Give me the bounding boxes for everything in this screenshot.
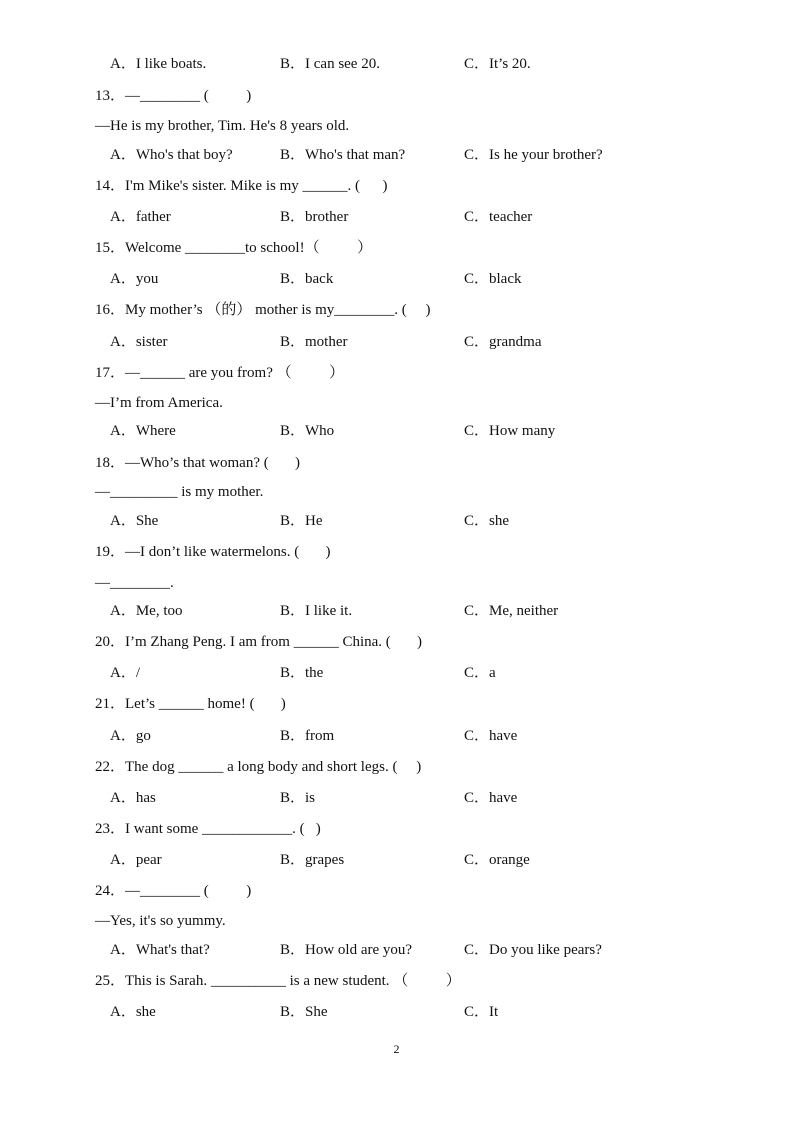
option-b: B．brother (280, 209, 349, 225)
option-b: B．Who's that man? (280, 147, 406, 163)
option-c: C．have (464, 728, 518, 744)
dialogue-reply: —________. (95, 575, 174, 591)
option-b: B．He (280, 513, 323, 529)
option-b: B．Who (280, 423, 335, 439)
option-b: B．mother (280, 334, 348, 350)
option-b: B．is (280, 790, 316, 806)
option-a: A．Who's that boy? (110, 147, 233, 163)
option-c: C．It (464, 1004, 499, 1020)
question-stem: 24．—________ ( ) (95, 883, 252, 899)
option-c: C．How many (464, 423, 556, 439)
dialogue-reply: —I’m from America. (95, 395, 223, 411)
question-stem: 22．The dog ______ a long body and short legs. ( ) (95, 759, 422, 775)
question-stem: 14．I'm Mike's sister. Mike is my ______. ( ) (95, 178, 388, 194)
question-stem: 21．Let’s ______ home! ( ) (95, 696, 286, 712)
option-a: A．What's that? (110, 942, 210, 958)
question-stem: 20．I’m Zhang Peng. I am from ______ China. ( ) (95, 634, 423, 650)
option-c: C．orange (464, 852, 530, 868)
option-c: C．Me, neither (464, 603, 559, 619)
option-a: A．I like boats. (110, 56, 207, 72)
option-c: C．grandma (464, 334, 542, 350)
question-stem: 13．—________ ( ) (95, 88, 252, 104)
page-number: 2 (393, 1042, 400, 1056)
option-c: C．have (464, 790, 518, 806)
option-c: C．black (464, 271, 522, 287)
option-a: A．father (110, 209, 171, 225)
option-b: B．grapes (280, 852, 345, 868)
question-stem: 18．—Who’s that woman? ( ) (95, 455, 300, 471)
option-c: C．teacher (464, 209, 533, 225)
option-a: A．Where (110, 423, 176, 439)
option-b: B．back (280, 271, 334, 287)
option-b: B．How old are you? (280, 942, 413, 958)
question-stem: 23．I want some ____________. ( ) (95, 821, 321, 837)
dialogue-reply: —Yes, it's so yummy. (95, 913, 226, 929)
option-b: B．I can see 20. (280, 56, 380, 72)
option-c: C．a (464, 665, 496, 681)
option-b: B．She (280, 1004, 328, 1020)
option-a: A．sister (110, 334, 168, 350)
option-c: C．It’s 20. (464, 56, 531, 72)
option-c: C．Is he your brother? (464, 147, 603, 163)
dialogue-reply: —He is my brother, Tim. He's 8 years old. (95, 118, 350, 134)
question-stem: 16．My mother’s （的） mother is my________. ( ) (95, 302, 431, 318)
option-a: A．pear (110, 852, 162, 868)
option-a: A．go (110, 728, 151, 744)
option-b: B．from (280, 728, 335, 744)
question-stem: 25．This is Sarah. __________ is a new student. （ ） (95, 973, 461, 989)
option-a: A．she (110, 1004, 156, 1020)
option-a: A．Me, too (110, 603, 183, 619)
question-stem: 17．—______ are you from? （ ） (95, 365, 345, 381)
option-a: A．She (110, 513, 159, 529)
option-c: C．she (464, 513, 510, 529)
option-c: C．Do you like pears? (464, 942, 602, 958)
option-b: B．the (280, 665, 324, 681)
question-stem: 19．—I don’t like watermelons. ( ) (95, 544, 331, 560)
option-a: A．/ (110, 665, 141, 681)
dialogue-reply: —_________ is my mother. (95, 484, 264, 500)
question-stem: 15．Welcome ________to school!（ ） (95, 240, 373, 256)
option-a: A．you (110, 271, 159, 287)
option-b: B．I like it. (280, 603, 353, 619)
option-a: A．has (110, 790, 156, 806)
